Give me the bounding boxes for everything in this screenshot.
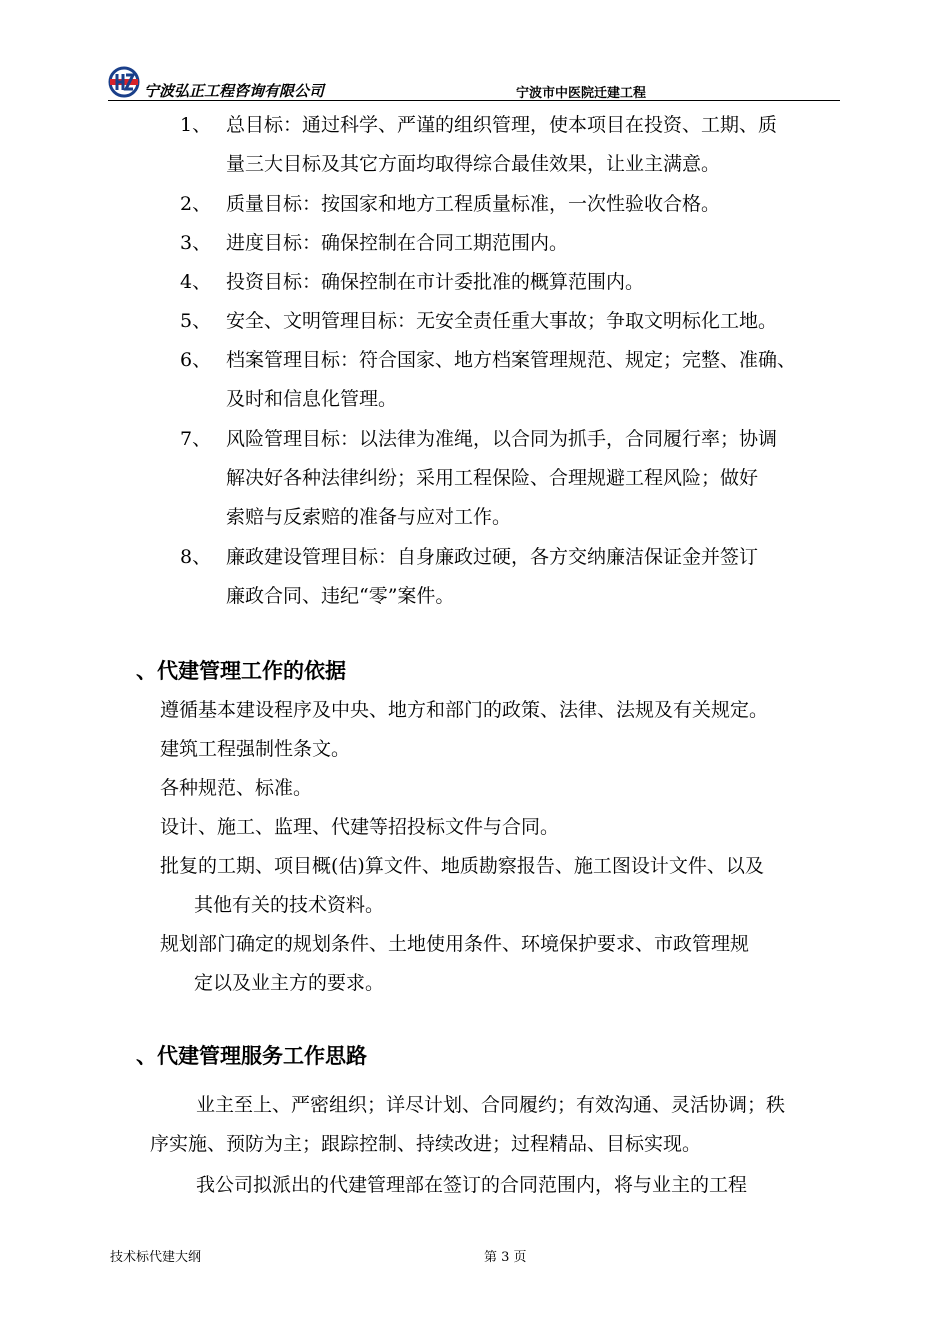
company-logo-icon	[108, 66, 140, 98]
goal-text	[226, 106, 846, 184]
goal-text	[226, 302, 846, 341]
goal-number: 1、	[180, 114, 212, 136]
approach-paragraph	[150, 1086, 845, 1164]
basis-item	[160, 808, 850, 847]
goal-line: 量三大目标及其它方面均取得综合最佳效果，让业主满意。	[226, 153, 721, 175]
basis-line: 各种规范、标准。	[160, 777, 313, 799]
goal-text	[226, 263, 846, 302]
section-heading-basis: 、代建管理工作的依据	[136, 659, 346, 683]
paragraph-line: 序实施、预防为主；跟踪控制、持续改进；过程精品、目标实现。	[150, 1133, 702, 1155]
goal-number: 6、	[180, 349, 212, 371]
basis-line: 批复的工期、项目概(估)算文件、地质勘察报告、施工图设计文件、以及	[160, 855, 764, 877]
goal-text	[226, 341, 846, 419]
footer-doc-name: 技术标代建大纲	[110, 1250, 202, 1265]
basis-line: 建筑工程强制性条文。	[160, 738, 351, 760]
project-name: 宁波市中医院迁建工程	[516, 86, 647, 101]
goal-line: 档案管理目标：符合国家、地方档案管理规范、规定；完整、准确、	[226, 349, 797, 371]
basis-item	[160, 769, 850, 808]
goal-number: 5、	[180, 310, 212, 332]
goal-line: 总目标：通过科学、严谨的组织管理，使本项目在投资、工期、质	[226, 114, 778, 136]
basis-item	[160, 691, 850, 730]
paragraph-line: 业主至上、严密组织；详尽计划、合同履约；有效沟通、灵活协调；秩	[196, 1094, 786, 1116]
team-paragraph	[150, 1166, 845, 1205]
goal-line: 索赔与反索赔的准备与应对工作。	[226, 506, 512, 528]
paragraph-line: 我公司拟派出的代建管理部在签订的合同范围内，将与业主的工程	[196, 1174, 748, 1196]
goal-text	[226, 224, 846, 263]
goal-line: 廉政合同、违纪“零”案件。	[226, 585, 455, 607]
goal-text	[226, 420, 846, 537]
footer-page-number: 第 3 页	[484, 1250, 527, 1265]
goal-number: 7、	[180, 428, 212, 450]
goal-number: 4、	[180, 271, 212, 293]
goal-number: 8、	[180, 546, 212, 568]
header-divider	[108, 100, 840, 101]
goal-number: 2、	[180, 193, 212, 215]
goal-text	[226, 185, 846, 224]
basis-line: 其他有关的技术资料。	[194, 894, 385, 916]
goal-line: 风险管理目标：以法律为准绳，以合同为抓手，合同履行率；协调	[226, 428, 778, 450]
goal-line: 投资目标：确保控制在市计委批准的概算范围内。	[226, 271, 645, 293]
goal-line: 及时和信息化管理。	[226, 388, 398, 410]
goal-number: 3、	[180, 232, 212, 254]
basis-item	[160, 730, 850, 769]
page-header	[108, 64, 840, 102]
basis-line: 设计、施工、监理、代建等招投标文件与合同。	[160, 816, 560, 838]
goal-line: 安全、文明管理目标：无安全责任重大事故；争取文明标化工地。	[226, 310, 778, 332]
goal-text	[226, 538, 846, 616]
basis-line: 规划部门确定的规划条件、土地使用条件、环境保护要求、市政管理规	[160, 933, 750, 955]
basis-item	[160, 925, 850, 1003]
basis-line: 遵循基本建设程序及中央、地方和部门的政策、法律、法规及有关规定。	[160, 699, 769, 721]
goal-line: 进度目标：确保控制在合同工期范围内。	[226, 232, 569, 254]
basis-item	[160, 847, 850, 925]
basis-line: 定以及业主方的要求。	[194, 972, 385, 994]
goal-line: 解决好各种法律纠纷；采用工程保险、合理规避工程风险；做好	[226, 467, 759, 489]
company-name: 宁波弘正工程咨询有限公司	[144, 82, 325, 100]
goal-line: 质量目标：按国家和地方工程质量标准，一次性验收合格。	[226, 193, 721, 215]
section-heading-approach: 、代建管理服务工作思路	[136, 1044, 367, 1068]
goal-line: 廉政建设管理目标：自身廉政过硬，各方交纳廉洁保证金并签订	[226, 546, 759, 568]
